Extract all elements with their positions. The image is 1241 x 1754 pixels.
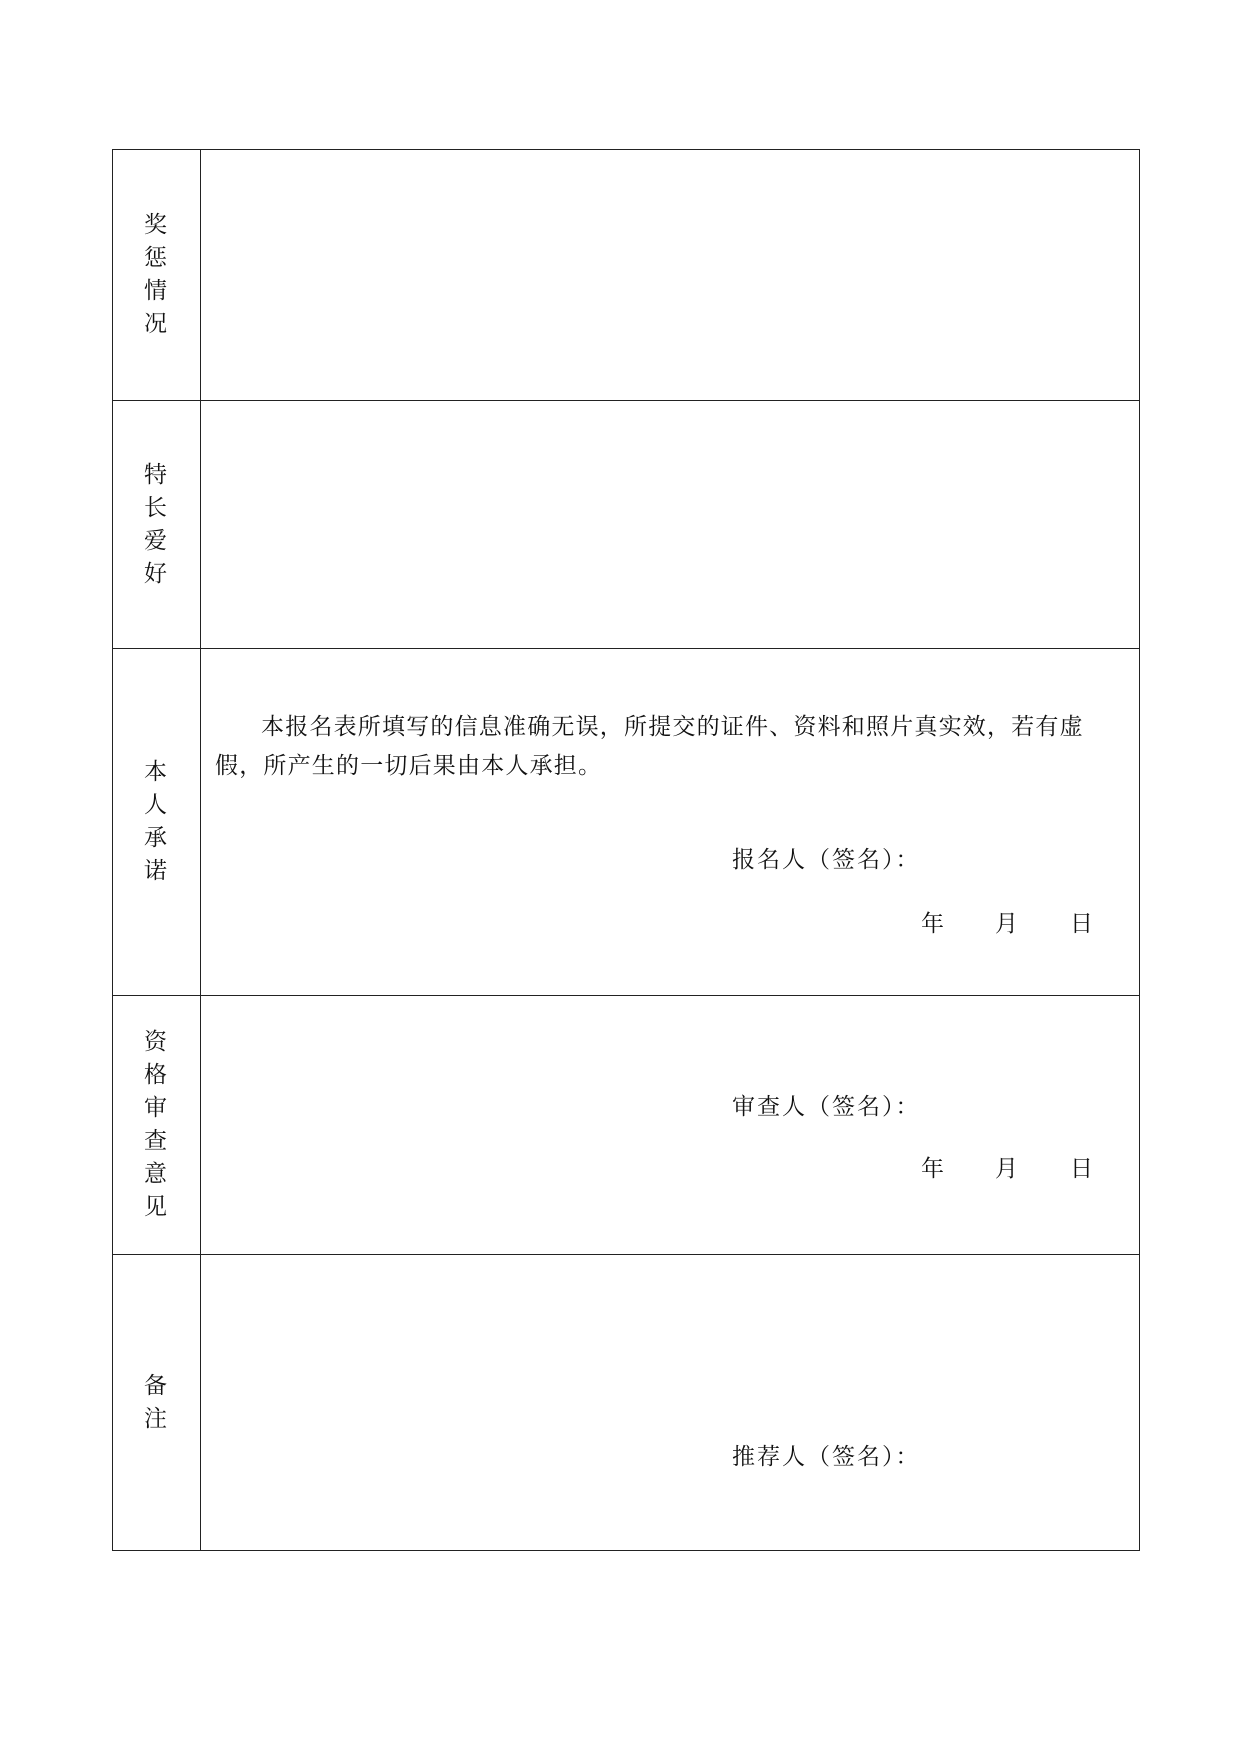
pledge-date[interactable] [201, 905, 1139, 935]
pledge-content [201, 649, 1139, 995]
reviewer-signature-label[interactable]: 审查人（签名）： [732, 1094, 921, 1120]
awards-content-field[interactable] [201, 150, 1139, 400]
review-day-label: 日 [1070, 1156, 1093, 1182]
awards-row [113, 150, 1139, 401]
review-month-label: 月 [995, 1156, 1018, 1182]
remarks-label: 备注 [144, 1372, 169, 1432]
awards-label-cell [113, 150, 201, 400]
talents-label-cell [113, 401, 201, 648]
awards-label: 奖惩情况 [144, 212, 169, 337]
talents-row [113, 401, 1139, 649]
pledge-label: 本人承诺 [144, 759, 169, 884]
pledge-day-label: 日 [1070, 911, 1093, 937]
pledge-month-label: 月 [995, 911, 1018, 937]
pledge-statement: 本报名表所填写的信息准确无误，所提交的证件、资料和照片真实效，若有虚假，所产生的一切后果由本人承担。 [215, 714, 1084, 779]
review-date[interactable] [201, 1150, 1139, 1180]
applicant-signature-label[interactable]: 报名人（签名）： [732, 847, 921, 873]
remarks-label-cell [113, 1255, 201, 1550]
remarks-row [113, 1255, 1139, 1550]
talents-content-field[interactable] [201, 401, 1139, 648]
registration-form-table [112, 149, 1140, 1551]
review-label-cell [113, 996, 201, 1254]
pledge-label-cell [113, 649, 201, 995]
talents-label: 特长爱好 [144, 461, 169, 587]
review-row [113, 996, 1139, 1255]
pledge-row [113, 649, 1139, 996]
review-year-label: 年 [921, 1156, 944, 1182]
remarks-content[interactable] [201, 1255, 1139, 1550]
pledge-year-label: 年 [921, 911, 944, 937]
review-content [201, 996, 1139, 1254]
review-label: 资格审查意见 [144, 1029, 169, 1220]
recommender-signature-label[interactable]: 推荐人（签名）： [732, 1444, 921, 1470]
